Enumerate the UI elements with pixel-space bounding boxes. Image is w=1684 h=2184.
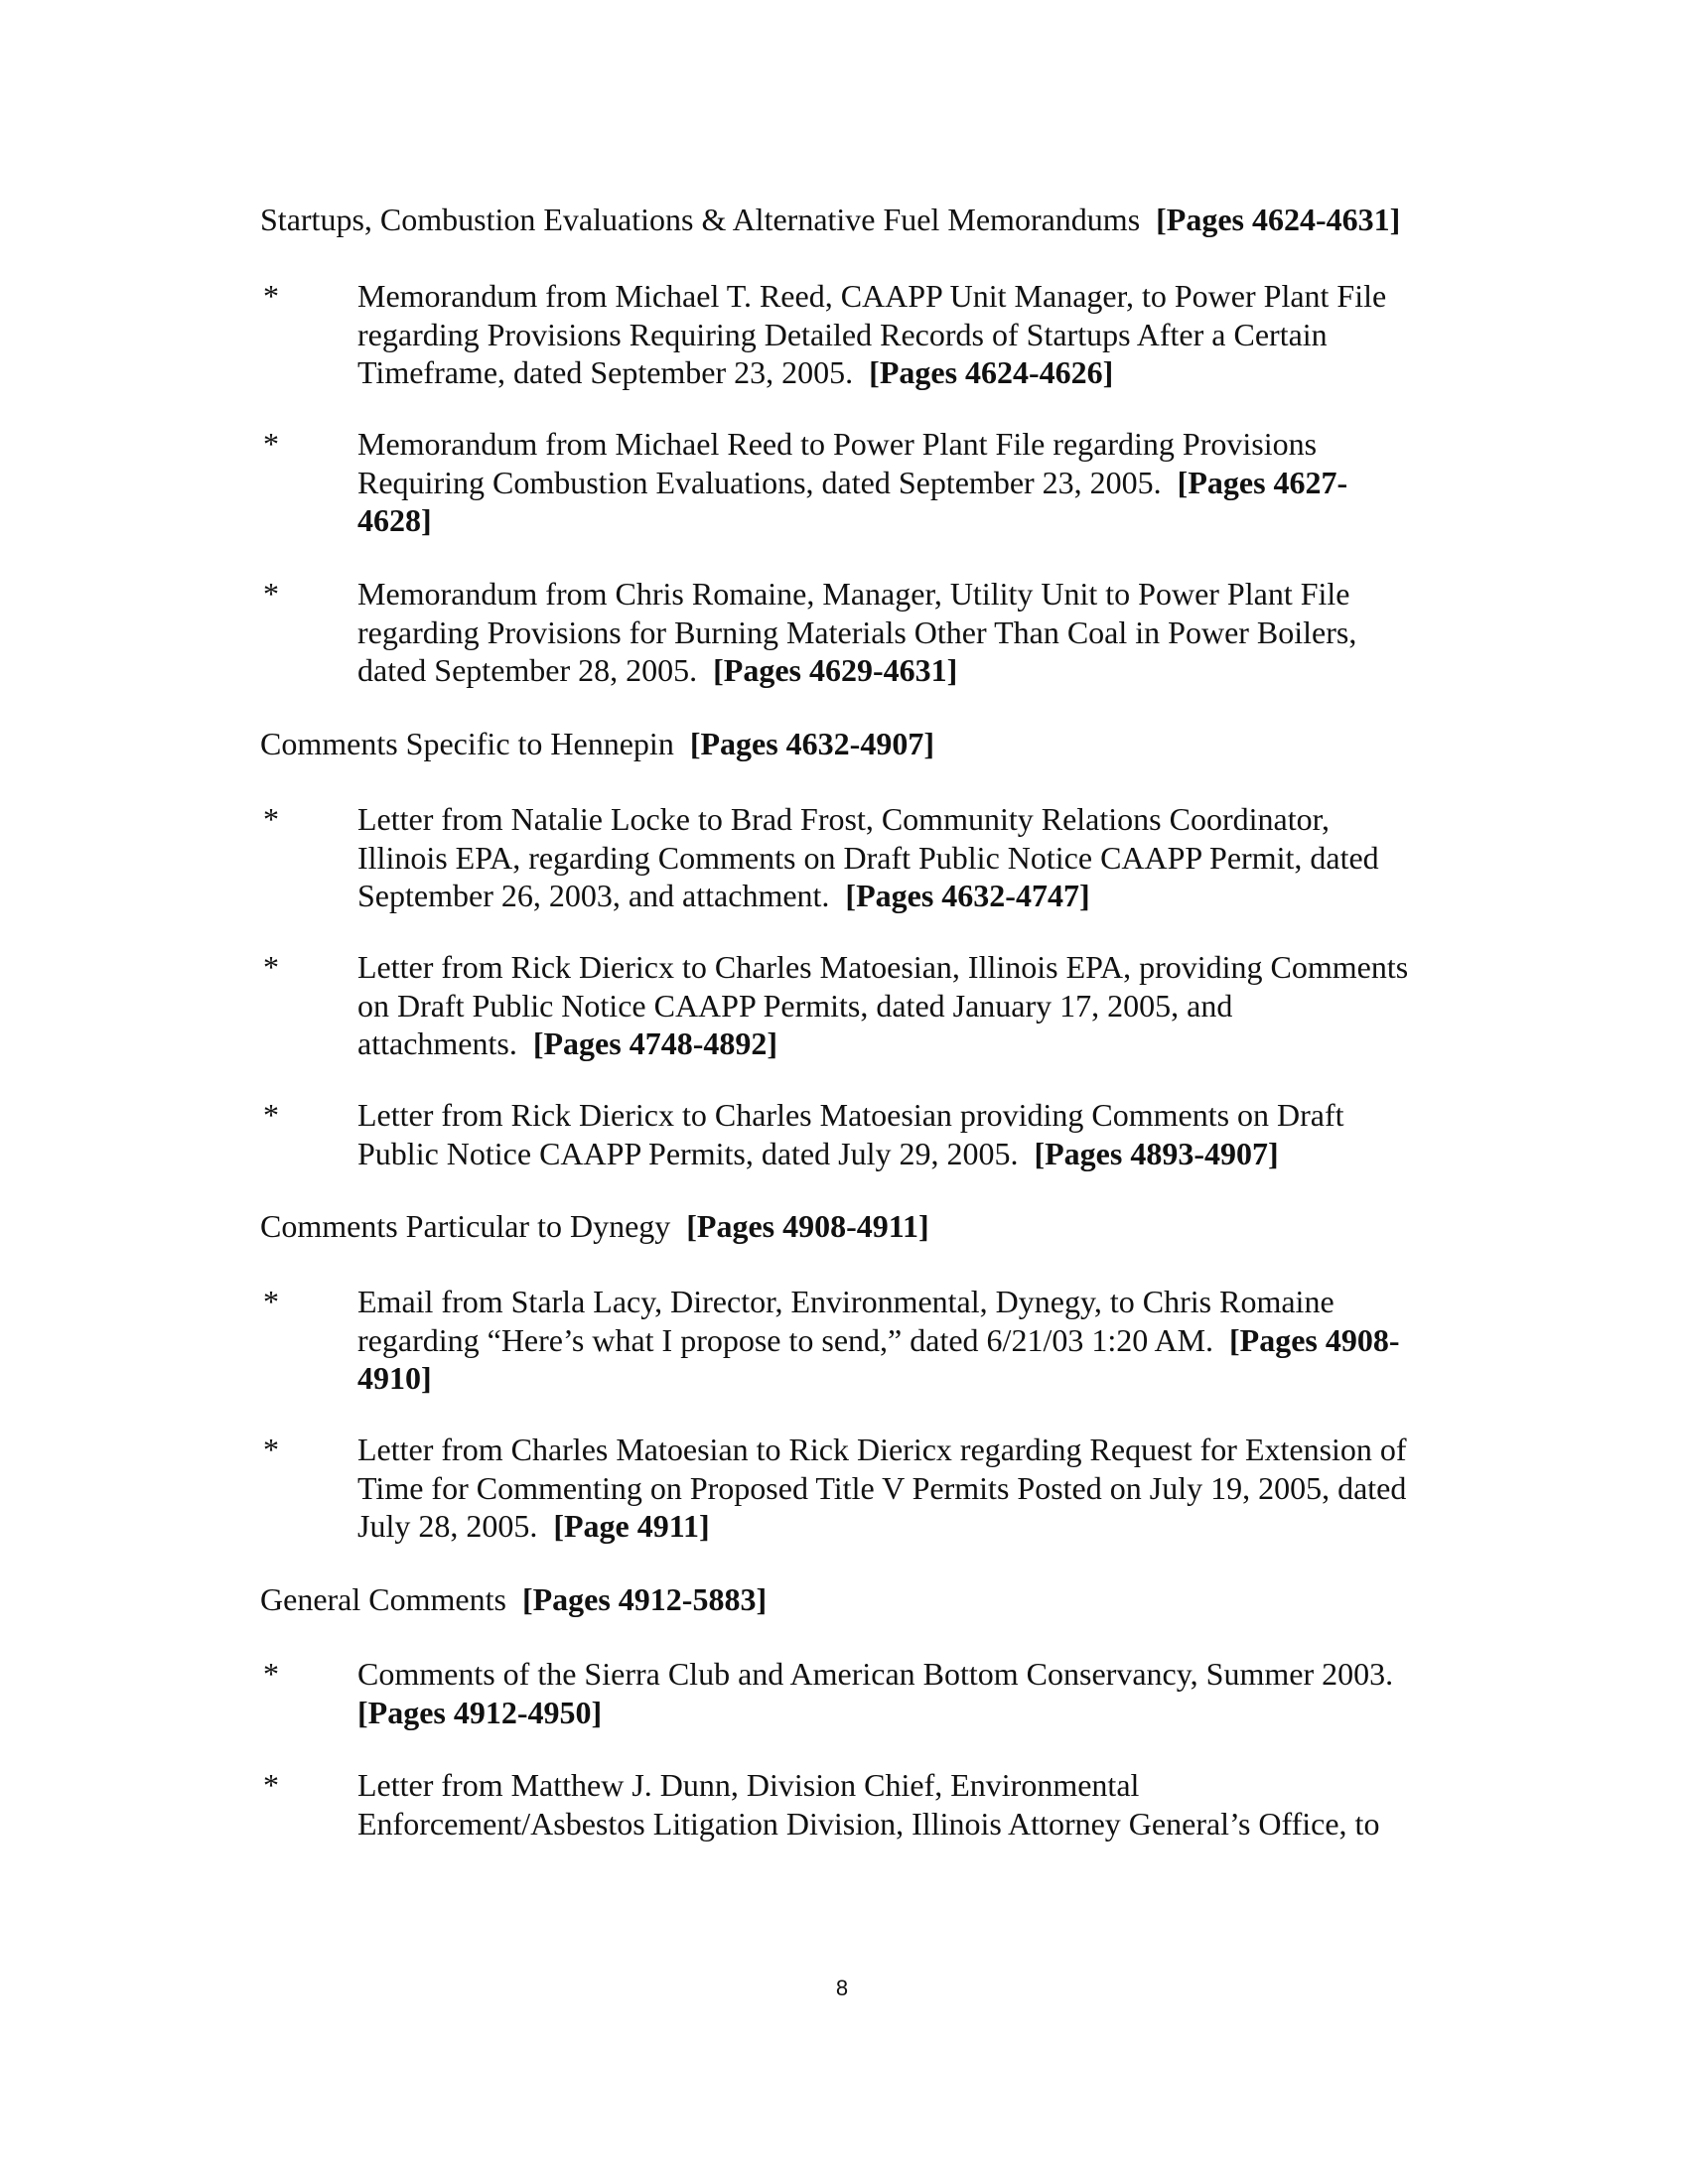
item-pages: [Pages 4893-4907] (1034, 1135, 1279, 1171)
bullet-star: * (263, 1097, 279, 1133)
bullet-star: * (263, 576, 279, 612)
list-item-text (357, 1096, 1410, 1172)
item-pages: [Pages 4627-4628] (357, 464, 1348, 538)
item-pages: [Pages 4748-4892] (532, 1025, 777, 1061)
list-item (260, 948, 1452, 1063)
bullet-star: * (263, 1432, 279, 1467)
item-description: Memorandum from Michael T. Reed, CAAPP Unit Manager, to Power Plant File regarding Provisions Requiring Detailed Records of Startups After a Certain Timeframe, dated September 23, 2005. (357, 278, 1387, 390)
list-item-text (357, 800, 1410, 915)
item-description: Letter from Rick Diericx to Charles Matoesian providing Comments on Draft Public Notice CAAPP Permits, dated July 29, 2005. (357, 1097, 1344, 1171)
section-heading-general (260, 1580, 1452, 1618)
bullet-star: * (263, 426, 279, 462)
list-item (260, 1283, 1452, 1398)
section-heading-dynegy (260, 1207, 1452, 1245)
list-item (260, 575, 1452, 690)
item-description: Memorandum from Michael Reed to Power Plant File regarding Provisions Requiring Combustion Evaluations, dated September 23, 2005. (357, 426, 1318, 500)
section-heading-hennepin (260, 725, 1452, 762)
list-item (260, 425, 1452, 540)
item-description: Memorandum from Chris Romaine, Manager, Utility Unit to Power Plant File regarding Provisions for Burning Materials Other Than Coal in Power Boilers, dated September 28, 2005. (357, 576, 1357, 688)
item-description: Letter from Matthew J. Dunn, Division Chief, Environmental Enforcement/Asbestos Litigation Division, Illinois Attorney General’s Office, to (357, 1767, 1380, 1842)
item-pages: [Pages 4908-4910] (357, 1321, 1400, 1396)
item-pages: [Pages 4912-4950] (357, 1694, 603, 1730)
list-item-text (357, 1766, 1410, 1843)
item-pages: [Pages 4629-4631] (713, 652, 958, 688)
list-item-text (357, 575, 1410, 690)
section-title: Startups, Combustion Evaluations & Alternative Fuel Memorandums (260, 202, 1141, 237)
section-heading-startups (260, 201, 1452, 238)
item-pages: [Page 4911] (553, 1508, 710, 1544)
list-item-text (357, 277, 1410, 392)
bullet-star: * (263, 801, 279, 837)
list-item (260, 1096, 1452, 1172)
bullet-star: * (263, 1656, 279, 1692)
item-description: Letter from Charles Matoesian to Rick Diericx regarding Request for Extension of Time for Commenting on Proposed Title V Permits Posted on July 19, 2005, dated July 28, 2005. (357, 1432, 1407, 1544)
item-description: Comments of the Sierra Club and American Bottom Conservancy, Summer 2003. (357, 1656, 1394, 1692)
bullet-star: * (263, 1767, 279, 1803)
list-item (260, 277, 1452, 392)
list-item-text (357, 1431, 1410, 1546)
bullet-star: * (263, 278, 279, 314)
bullet-star: * (263, 949, 279, 985)
list-item-text (357, 425, 1410, 540)
item-pages: [Pages 4624-4626] (869, 354, 1114, 390)
list-item (260, 800, 1452, 915)
item-description: Email from Starla Lacy, Director, Environmental, Dynegy, to Chris Romaine regarding “Here’s what I propose to send,” dated 6/21/03 1:20 AM. (357, 1284, 1334, 1358)
list-item-text (357, 948, 1410, 1063)
list-item-text (357, 1283, 1410, 1398)
list-item (260, 1766, 1452, 1843)
item-description: Letter from Rick Diericx to Charles Matoesian, Illinois EPA, providing Comments on Draft Public Notice CAAPP Permits, dated January 17, 2005, and attachments. (357, 949, 1409, 1061)
section-title: General Comments (260, 1581, 506, 1617)
bullet-star: * (263, 1284, 279, 1319)
list-item (260, 1431, 1452, 1546)
section-pages: [Pages 4632-4907] (689, 726, 934, 761)
section-pages: [Pages 4912-5883] (521, 1581, 768, 1617)
section-pages: [Pages 4908-4911] (686, 1208, 929, 1244)
item-description: Letter from Natalie Locke to Brad Frost, Community Relations Coordinator, Illinois EPA, regarding Comments on Draft Public Notice CAAPP Permit, dated September 26, 2003, and attachment. (357, 801, 1379, 913)
section-pages: [Pages 4624-4631] (1156, 202, 1401, 237)
page-number: 8 (835, 1976, 849, 2000)
list-item-text (357, 1655, 1410, 1731)
item-pages: [Pages 4632-4747] (845, 878, 1090, 913)
section-title: Comments Particular to Dynegy (260, 1208, 671, 1244)
section-title: Comments Specific to Hennepin (260, 726, 674, 761)
list-item (260, 1655, 1452, 1731)
